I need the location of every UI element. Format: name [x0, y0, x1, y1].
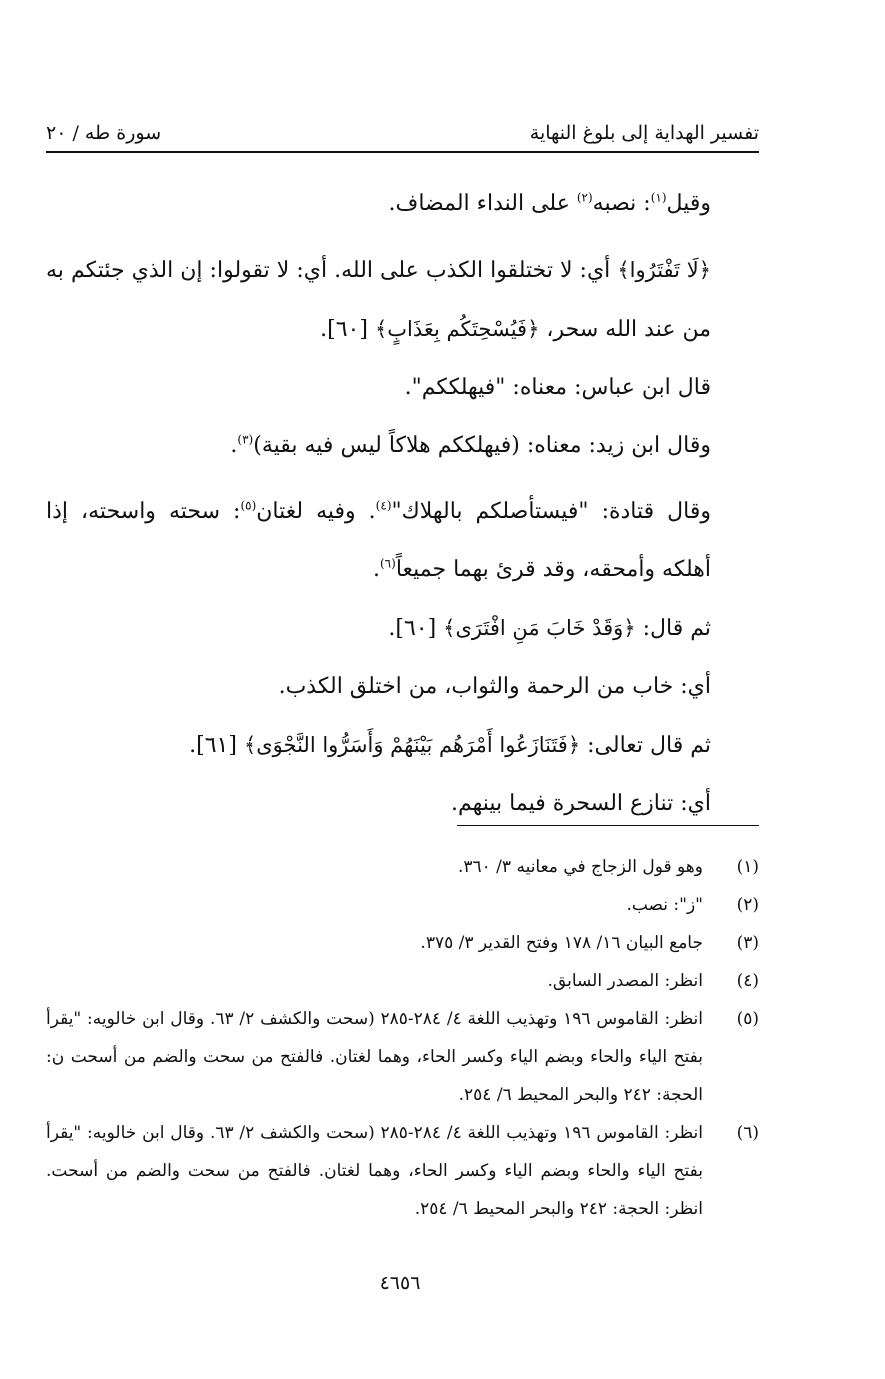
quran-verse: ﴿وَقَدْ خَابَ مَنِ افْتَرَى﴾	[443, 616, 636, 640]
main-text	[46, 175, 759, 833]
quran-verse: ﴿فَيُسْحِتَكُم بِعَذَابٍ﴾	[374, 317, 540, 341]
page-number: ٤٦٥٦	[379, 1272, 421, 1294]
footnote-text: جامع البيان ١٦/ ١٧٨ وفتح القدير ٣/ ٣٧٥.	[420, 933, 703, 953]
footnote	[46, 1114, 759, 1228]
footnote-number: (١)	[736, 857, 759, 877]
footnote	[46, 962, 759, 1000]
quran-verse: ﴿فَتَنَازَعُوا أَمْرَهُم بَيْنَهُمْ وَأَسَرُّوا النَّجْوَى﴾	[243, 733, 581, 757]
footnote-text: انظر: المصدر السابق.	[547, 971, 703, 991]
verse-ref: [٦٠].	[388, 616, 444, 641]
paragraph: ثم قال تعالى: ﴿فَتَنَازَعُوا أَمْرَهُم بَيْنَهُمْ وَأَسَرُّوا النَّجْوَى﴾ [٦١].	[189, 733, 711, 758]
paragraph: أي: خاب من الرحمة والثواب، من اختلق الكذب.	[278, 674, 711, 699]
paragraph: قال ابن عباس: معناه: "فيهلككم".	[404, 375, 711, 400]
footnote-ref: (٤)	[375, 498, 392, 513]
footnote-text: وهو قول الزجاج في معانيه ٣/ ٣٦٠.	[457, 857, 703, 877]
footnote-number: (٢)	[736, 895, 759, 915]
verse-ref: [٦١].	[189, 733, 244, 758]
paragraph: ﴿لَا تَفْتَرُوا﴾ أي: لا تختلقوا الكذب على الله. أي: لا تقولوا: إن الذي جئتكم به من عند الله سحر، ﴿فَيُسْحِتَكُم بِعَذَابٍ﴾ [٦٠].	[46, 258, 711, 342]
paragraph: وقيل$^{(١)}$: نصبه$^{(٢)}$ على النداء المضاف.	[388, 190, 711, 216]
footnote-text: انظر: القاموس ١٩٦ وتهذيب اللغة ٤/ ٢٨٤-٢٨٥ (سحت والكشف ٢/ ٦٣. وقال ابن خالويه: "يقرأ بفتح الياء والحاء وبضم الياء وكسر الحاء، وهما لغتان. فالفتح من سحت والضم من أسحت. انظر: الحجة: ٢٤٢ والبحر المحيط ٦/ ٢٥٤.	[46, 1123, 703, 1219]
running-header	[46, 118, 759, 148]
surah-label: سورة طه / ٢٠	[46, 122, 162, 144]
footnote-separator	[457, 825, 759, 826]
footnote-number: (٤)	[736, 971, 759, 991]
footnote	[46, 848, 759, 886]
quran-verse: ﴿لَا تَفْتَرُوا﴾	[617, 258, 711, 282]
paragraph: ثم قال: ﴿وَقَدْ خَابَ مَنِ افْتَرَى﴾ [٦٠].	[388, 616, 711, 641]
footnote-ref: (٢)	[576, 190, 593, 205]
footnote	[46, 924, 759, 962]
footnote-ref: (١)	[650, 190, 667, 205]
footnotes	[46, 848, 759, 1228]
footnote	[46, 886, 759, 924]
header-rule	[46, 151, 759, 153]
footnote-ref: (٣)	[237, 432, 254, 447]
paragraph: وقال قتادة: "فيستأصلكم بالهلاك"$^{(٤)}$. وفيه لغتان$^{(٥)}$: سحته واسحته، إذا أهلكه وأمحقه، وقد قرئ بهما جميعاً$^{(٦)}$.	[46, 498, 711, 582]
paragraph: وقال ابن زيد: معناه: (فيهلككم هلاكاً ليس فيه بقية)$^{(٣)}$.	[230, 432, 711, 458]
verse-ref: [٦٠].	[320, 317, 375, 342]
footnote	[46, 1000, 759, 1114]
footnote-number: (٥)	[736, 1009, 759, 1029]
footnote-ref: (٥)	[240, 498, 257, 513]
footnote-text: "ز": نصب.	[626, 895, 703, 915]
book-title: تفسير الهداية إلى بلوغ النهاية	[529, 122, 759, 144]
footnote-text: انظر: القاموس ١٩٦ وتهذيب اللغة ٤/ ٢٨٤-٢٨٥ (سحت والكشف ٢/ ٦٣. وقال ابن خالويه: "يقرأ بفتح الياء والحاء وبضم الياء وكسر الحاء، وهما لغتان. فالفتح من سحت والضم من أسحت ن: الحجة: ٢٤٢ والبحر المحيط ٦/ ٢٥٤.	[46, 1009, 703, 1105]
footnote-ref: (٦)	[379, 556, 396, 571]
paragraph: أي: تنازع السحرة فيما بينهم.	[451, 791, 711, 816]
footnote-number: (٦)	[736, 1123, 759, 1143]
footnote-number: (٣)	[736, 933, 759, 953]
